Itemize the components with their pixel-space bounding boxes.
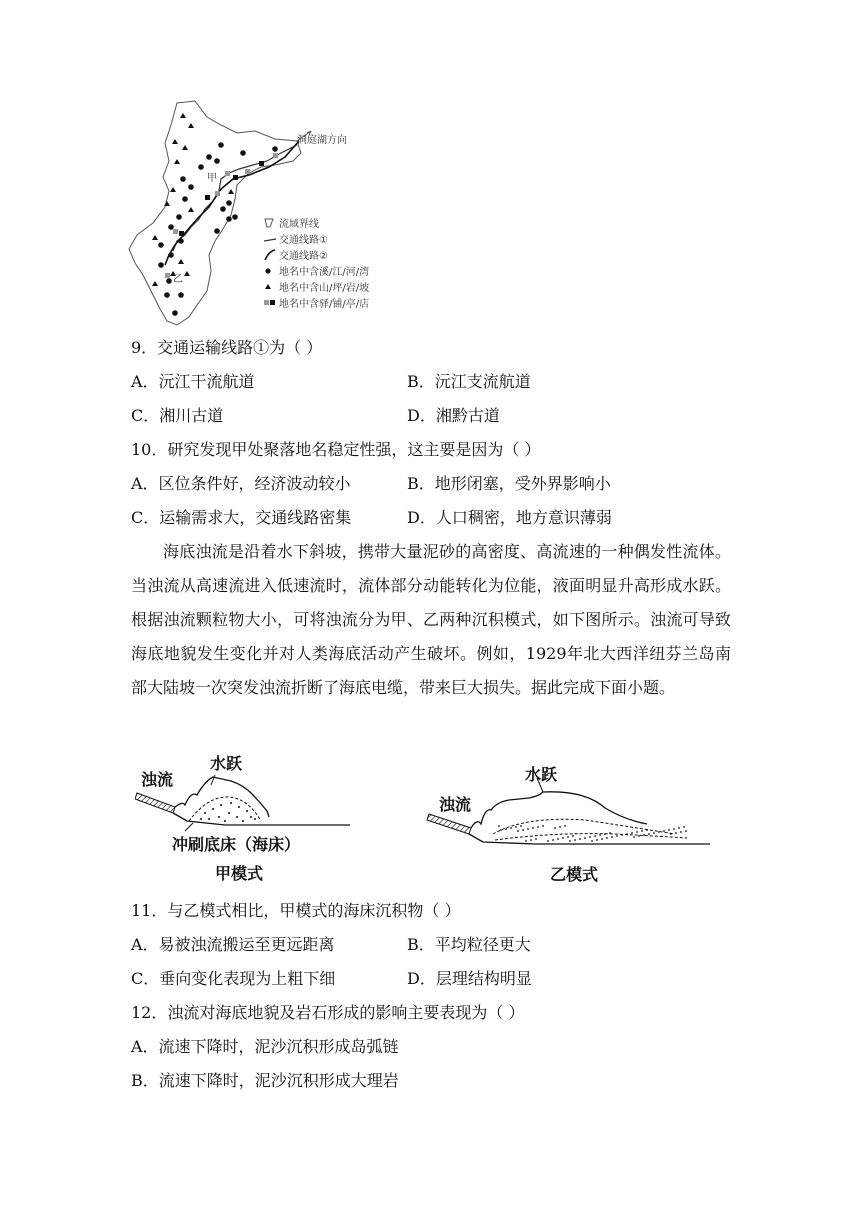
question-12-stem: 12．浊流对海底地貌及岩石形成的影响主要表现为（ ）	[131, 1003, 525, 1022]
q11-option-b[interactable]: B．平均粒径更大	[407, 935, 531, 954]
diagram-b-turbidity-label: 浊流	[439, 795, 472, 814]
legend-item: 地名中含驿/铺/亭/店	[263, 295, 398, 311]
diagram-b-jump-label: 水跃	[525, 765, 558, 784]
q10-option-c[interactable]: C．运输需求大，交通线路密集	[131, 508, 352, 527]
q9-option-a[interactable]: A．沅江干流航道	[131, 372, 255, 391]
q12-option-b[interactable]: B．流速下降时，泥沙沉积形成大理岩	[131, 1071, 399, 1090]
route-1-icon	[263, 233, 277, 245]
q10-option-a[interactable]: A．区位条件好，经济波动较小	[131, 474, 351, 493]
diagram-a-turbidity-label: 浊流	[141, 770, 174, 789]
map-label-yi: 乙	[173, 274, 183, 285]
map-label-jia: 甲	[207, 173, 217, 184]
map-legend	[263, 215, 398, 311]
basin-map	[125, 95, 395, 330]
q9-option-d[interactable]: D．湘黔古道	[407, 406, 500, 425]
diagram-a-caption: 甲模式	[215, 864, 264, 883]
q9-option-b[interactable]: B．沅江支流航道	[407, 372, 531, 391]
diagram-mode-b	[425, 758, 715, 888]
legend-item: 流域界线	[263, 215, 398, 231]
q11-option-a[interactable]: A．易被浊流搬运至更远距离	[131, 935, 335, 954]
legend-item: 交通线路①	[263, 231, 398, 247]
legend-item: 交通线路②	[263, 247, 398, 263]
diagram-b-caption: 乙模式	[550, 865, 599, 884]
circle-dot-icon	[263, 265, 275, 277]
q10-option-d[interactable]: D．人口稠密，地方意识薄弱	[407, 508, 612, 527]
diagram-a-jump-label: 水跃	[210, 754, 243, 773]
diagram-mode-a	[135, 745, 365, 885]
question-9-stem: 9．交通运输线路①为（ ）	[131, 338, 323, 357]
question-10-stem: 10．研究发现甲处聚落地名稳定性强，这主要是因为（ ）	[131, 440, 541, 459]
q9-option-c[interactable]: C．湘川古道	[131, 406, 224, 425]
q11-option-c[interactable]: C．垂向变化表现为上粗下细	[131, 969, 336, 988]
direction-label: 洞庭湖方向	[297, 135, 347, 146]
q11-option-d[interactable]: D．层理结构明显	[407, 969, 532, 988]
passage	[131, 535, 731, 705]
question-11-stem: 11．与乙模式相比，甲模式的海床沉积物（ ）	[131, 901, 461, 920]
q10-option-b[interactable]: B．地形闭塞，受外界影响小	[407, 474, 611, 493]
route-2-icon	[263, 249, 277, 261]
triangle-icon	[263, 281, 275, 293]
passage-text: 海底浊流是沿着水下斜坡，携带大量泥砂的高密度、高流速的一种偶发性流体。当浊流从高速流进入低速流时，流体部分动能转化为位能，液面明显升高形成水跃。根据浊流颗粒物大小，可将浊流分为甲、乙两种沉积模式，如下图所示。浊流可导致海底地貌发生变化并对人类海底活动产生破坏。例如，1929年北大西洋纽芬兰岛南部大陆坡一次突发浊流折断了海底电缆，带来巨大损失。据此完成下面小题。	[131, 542, 731, 697]
legend-item: 地名中含山/坪/岩/坡	[263, 279, 398, 295]
square-icon	[263, 297, 277, 309]
basin-boundary-icon	[263, 217, 275, 229]
q12-option-a[interactable]: A．流速下降时，泥沙沉积形成岛弧链	[131, 1037, 399, 1056]
legend-item: 地名中含溪/江/河/湾	[263, 263, 398, 279]
diagram-a-bed-label: 冲刷底床（海床）	[172, 835, 301, 854]
